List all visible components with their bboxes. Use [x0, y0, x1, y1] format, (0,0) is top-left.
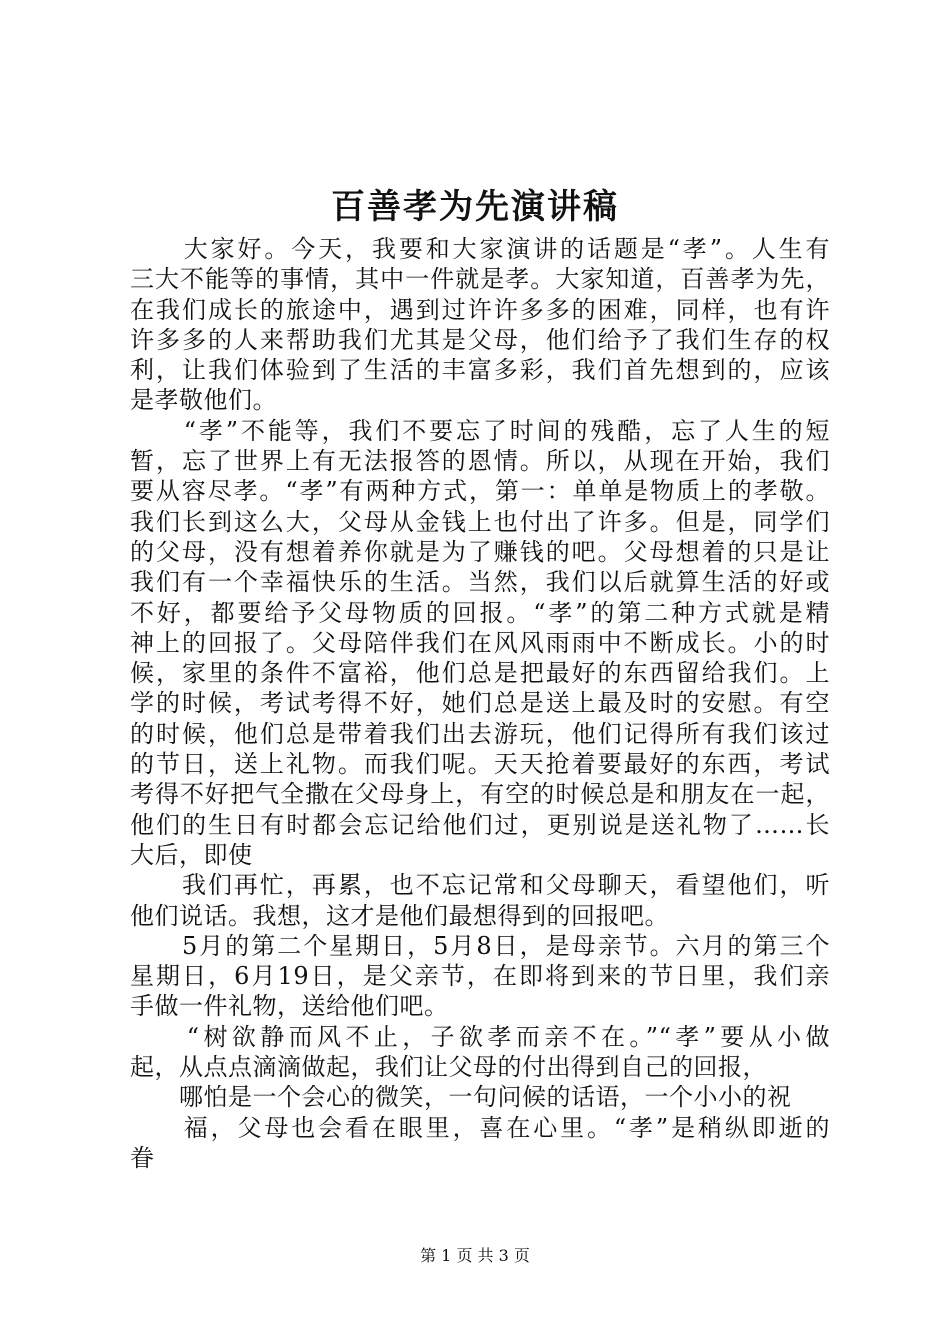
- body-line: 候，家里的条件不富裕，他们总是把最好的东西留给我们。上: [130, 659, 830, 688]
- body-line: 大后，即使: [130, 840, 253, 869]
- body-line: 他们的生日有时都会忘记给他们过，更别说是送礼物了……长: [130, 810, 830, 839]
- body-line: 考得不好把气全撒在父母身上，有空的时候总是和朋友在一起，: [130, 780, 830, 809]
- body-line: “树欲静而风不止，子欲孝而亲不在。”“孝”要从小做: [130, 1022, 830, 1051]
- body-line: 要从容尽孝。“孝”有两种方式，第一：单单是物质上的孝敬。: [130, 477, 830, 506]
- body-line: “孝”不能等，我们不要忘了时间的残酷，忘了人生的短: [130, 416, 830, 445]
- body-line: 的父母，没有想着养你就是为了赚钱的吧。父母想着的只是让: [130, 537, 830, 566]
- body-line: 在我们成长的旅途中，遇到过许许多多的困难，同样，也有许: [130, 295, 830, 324]
- body-line: 学的时候，考试考得不好，她们总是送上最及时的安慰。有空: [130, 689, 830, 718]
- body-line: 他们说话。我想，这才是他们最想得到的回报吧。: [130, 901, 669, 930]
- body-line: 福，父母也会看在眼里，喜在心里。“孝”是稍纵即逝的: [130, 1113, 830, 1142]
- body-line: 5月的第二个星期日，5月8日，是母亲节。六月的第三个: [130, 931, 830, 960]
- body-line: 不好，都要给予父母物质的回报。“孝”的第二种方式就是精: [130, 598, 830, 627]
- body-line: 星期日，6月19日，是父亲节，在即将到来的节日里，我们亲: [130, 962, 830, 991]
- body-line: 三大不能等的事情，其中一件就是孝。大家知道，百善孝为先，: [130, 265, 830, 294]
- document-body: [130, 234, 830, 1173]
- body-line: 是孝敬他们。: [130, 386, 277, 415]
- body-line: 神上的回报了。父母陪伴我们在风风雨雨中不断成长。小的时: [130, 628, 830, 657]
- body-line: 暂，忘了世界上有无法报答的恩情。所以，从现在开始，我们: [130, 447, 830, 476]
- document-title: 百善孝为先演讲稿: [331, 187, 619, 227]
- body-line: 的节日，送上礼物。而我们呢。天天抢着要最好的东西，考试: [130, 750, 830, 779]
- body-line: 眷: [130, 1143, 155, 1172]
- body-line: 许多多的人来帮助我们尤其是父母，他们给予了我们生存的权: [130, 325, 830, 354]
- body-line: 利，让我们体验到了生活的丰富多彩，我们首先想到的，应该: [130, 356, 830, 385]
- body-line: 大家好。今天，我要和大家演讲的话题是“孝”。人生有: [130, 235, 830, 263]
- body-line: 手做一件礼物，送给他们吧。: [130, 992, 449, 1021]
- body-line: 的时候，他们总是带着我们出去游玩，他们记得所有我们该过: [130, 719, 830, 748]
- body-line: 哪怕是一个会心的微笑，一句问候的话语，一个小小的祝: [130, 1083, 792, 1112]
- body-line: 我们有一个幸福快乐的生活。当然，我们以后就算生活的好或: [130, 568, 830, 597]
- body-line: 我们长到这么大，父母从金钱上也付出了许多。但是，同学们: [130, 507, 830, 536]
- page-footer: 第 1 页 共 3 页: [420, 1246, 530, 1265]
- body-line: 我们再忙，再累，也不忘记常和父母聊天，看望他们，听: [130, 871, 830, 900]
- body-line: 起，从点点滴滴做起，我们让父母的付出得到自己的回报，: [130, 1053, 767, 1082]
